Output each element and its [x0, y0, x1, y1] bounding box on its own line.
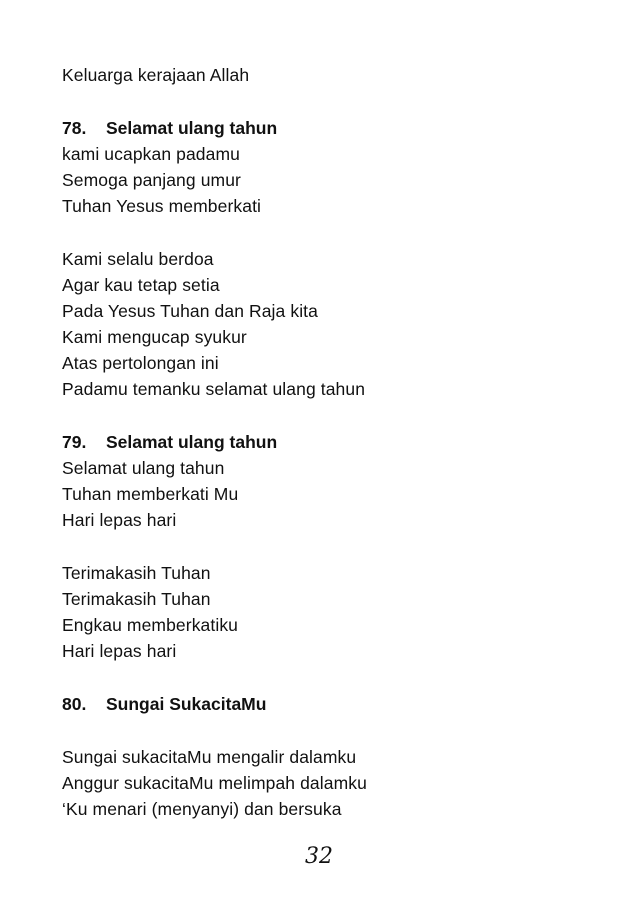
song-heading — [62, 115, 582, 141]
spacer — [62, 533, 582, 560]
songbook-page — [62, 62, 582, 822]
stanza — [62, 455, 582, 533]
lyric-line: Agar kau tetap setia — [62, 275, 220, 295]
spacer — [62, 88, 582, 115]
stanza — [62, 560, 582, 664]
lyric-line: kami ucapkan padamu — [62, 144, 240, 164]
lyric-line: Hari lepas hari — [62, 510, 177, 530]
page-number: 32 — [305, 844, 333, 869]
spacer — [62, 664, 582, 691]
song-title: Sungai SukacitaMu — [106, 694, 267, 714]
lyric-line: Engkau memberkatiku — [62, 615, 239, 635]
lyric-line: Anggur sukacitaMu melimpah dalamku — [62, 773, 367, 793]
lyric-line: Pada Yesus Tuhan dan Raja kita — [62, 301, 318, 321]
lyric-line: Tuhan memberkati Mu — [62, 484, 239, 504]
lyric-line: ‘Ku menari (menyanyi) dan bersuka — [62, 799, 342, 819]
song-heading — [62, 429, 582, 455]
lyric-line: Tuhan Yesus memberkati — [62, 196, 262, 216]
intro-line: Keluarga kerajaan Allah — [62, 65, 250, 85]
lyric-line: Hari lepas hari — [62, 641, 177, 661]
song-number: 79. — [62, 432, 87, 452]
lyric-line: Selamat ulang tahun — [62, 458, 225, 478]
lyric-line: Sungai sukacitaMu mengalir dalamku — [62, 747, 357, 767]
song-title: Selamat ulang tahun — [106, 432, 278, 452]
song-title: Selamat ulang tahun — [106, 118, 278, 138]
lyric-line: Terimakasih Tuhan — [62, 563, 211, 583]
spacer — [62, 402, 582, 429]
spacer — [62, 717, 582, 744]
lyric-line: Padamu temanku selamat ulang tahun — [62, 379, 366, 399]
song-number: 80. — [62, 694, 87, 714]
song-79 — [62, 429, 582, 664]
song-number: 78. — [62, 118, 87, 138]
lyric-line: Semoga panjang umur — [62, 170, 241, 190]
lyric-line: Terimakasih Tuhan — [62, 589, 211, 609]
spacer — [62, 219, 582, 246]
song-80 — [62, 691, 582, 822]
lyric-line: Atas pertolongan ini — [62, 353, 219, 373]
lyric-line: Kami selalu berdoa — [62, 249, 214, 269]
lyric-line: Kami mengucap syukur — [62, 327, 247, 347]
stanza — [62, 246, 582, 402]
stanza — [62, 141, 582, 219]
song-78 — [62, 115, 582, 402]
song-heading — [62, 691, 582, 717]
stanza — [62, 744, 582, 822]
